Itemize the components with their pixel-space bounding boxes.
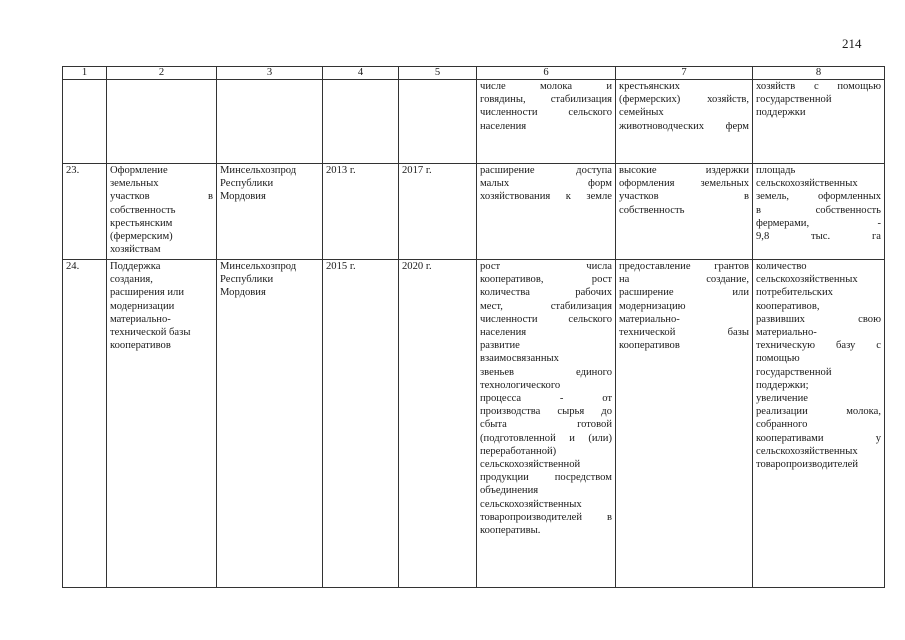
risks: предоставление грантов на создание, расширение или модернизацию материально- технической базы кооперативов bbox=[616, 260, 753, 588]
column-number: 6 bbox=[477, 67, 616, 80]
table-row bbox=[63, 80, 885, 164]
column-number: 3 bbox=[217, 67, 323, 80]
measures-table bbox=[62, 66, 885, 588]
start-year: 2013 г. bbox=[323, 164, 399, 260]
risks: крестьянских (фермерских) хозяйств, семейных животноводческих ферм bbox=[616, 80, 753, 164]
column-number: 5 bbox=[399, 67, 477, 80]
measure-name bbox=[107, 80, 217, 164]
end-year: 2017 г. bbox=[399, 164, 477, 260]
indicator: хозяйств с помощью государственной поддержки bbox=[753, 80, 885, 164]
start-year: 2015 г. bbox=[323, 260, 399, 588]
responsible-org: Минсельхозпрод Республики Мордовия bbox=[217, 164, 323, 260]
risks: высокие издержки оформления земельных участков в собственность bbox=[616, 164, 753, 260]
column-number: 7 bbox=[616, 67, 753, 80]
measure-name: Оформление земельных участков в собственность крестьянским (фермерским) хозяйствам bbox=[107, 164, 217, 260]
page-number: 214 bbox=[842, 36, 862, 51]
expected-result: рост числа кооперативов, рост количества рабочих мест, стабилизация численности сельского населения развитие взаимосвязанных звеньев единого технологического процесса - от производства сырья до сбыта готовой (подготовленной и (или) переработанной) сельскохозяйственной продукции посредством объединения сельскохозяйственных товаропроизводителей в кооперативы. bbox=[477, 260, 616, 588]
end-year: 2020 г. bbox=[399, 260, 477, 588]
expected-result: числе молока и говядины, стабилизация численности сельского населения bbox=[477, 80, 616, 164]
column-number: 8 bbox=[753, 67, 885, 80]
measure-name: Поддержка создания, расширения или модернизации материально- технической базы кооперативов bbox=[107, 260, 217, 588]
table-row bbox=[63, 260, 885, 588]
end-year bbox=[399, 80, 477, 164]
column-number: 1 bbox=[63, 67, 107, 80]
table-row bbox=[63, 164, 885, 260]
column-number: 2 bbox=[107, 67, 217, 80]
column-number-row bbox=[63, 67, 885, 80]
row-number bbox=[63, 80, 107, 164]
column-number: 4 bbox=[323, 67, 399, 80]
expected-result: расширение доступа малых форм хозяйствования к земле bbox=[477, 164, 616, 260]
row-number: 24. bbox=[63, 260, 107, 588]
row-number: 23. bbox=[63, 164, 107, 260]
indicator: количество сельскохозяйственных потребительских кооперативов, развивших свою материально- техническую базу с помощью государственной поддержки; увеличение реализации молока, собранного кооперативами у сельскохозяйственных товаропроизводителей bbox=[753, 260, 885, 588]
start-year bbox=[323, 80, 399, 164]
indicator: площадь сельскохозяйственных земель, оформленных в собственность фермерами, - 9,8 тыс. га bbox=[753, 164, 885, 260]
responsible-org bbox=[217, 80, 323, 164]
responsible-org: Минсельхозпрод Республики Мордовия bbox=[217, 260, 323, 588]
